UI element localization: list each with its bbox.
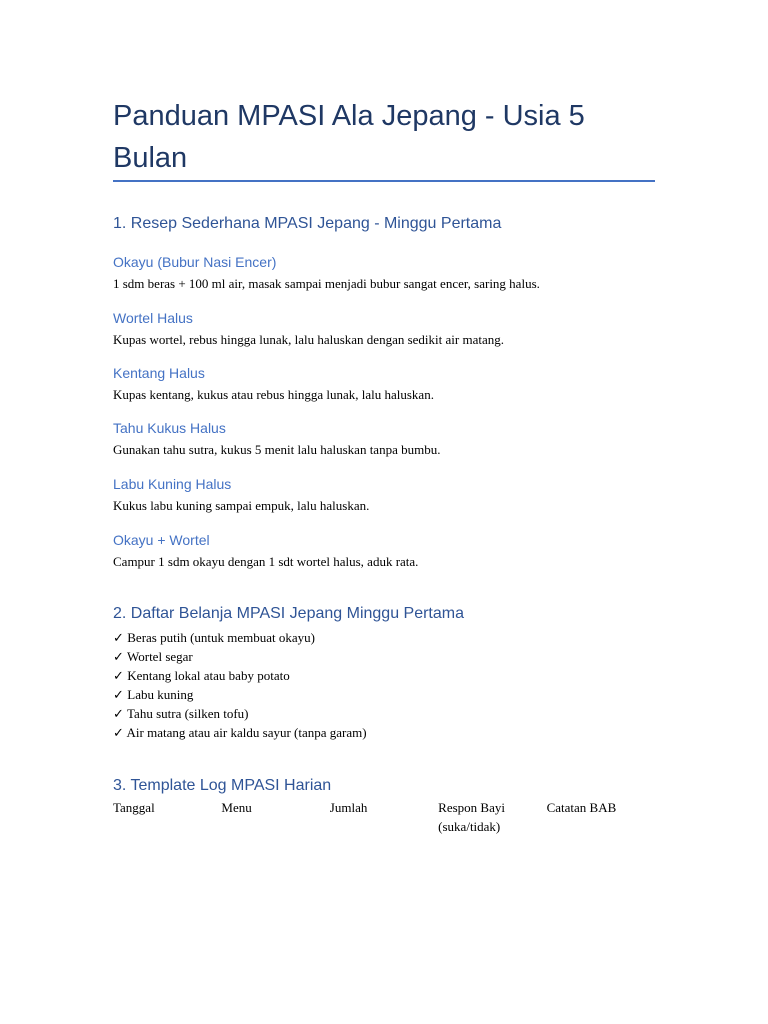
section-heading-log-template: 3. Template Log MPASI Harian bbox=[113, 777, 332, 794]
recipe-text: Kupas wortel, rebus hingga lunak, lalu haluskan dengan sedikit air matang. bbox=[113, 332, 504, 347]
check-mark-icon: ✓ bbox=[113, 706, 124, 721]
list-item-label: Wortel segar bbox=[127, 649, 193, 664]
recipe-text: Gunakan tahu sutra, kukus 5 menit lalu haluskan tanpa bumbu. bbox=[113, 442, 441, 457]
recipe-text: 1 sdm beras + 100 ml air, masak sampai menjadi bubur sangat encer, saring halus. bbox=[113, 276, 540, 291]
check-mark-icon: ✓ bbox=[113, 725, 124, 740]
recipe-name: Okayu (Bubur Nasi Encer) bbox=[113, 254, 277, 270]
section-heading-recipes: 1. Resep Sederhana MPASI Jepang - Minggu Pertama bbox=[113, 215, 502, 232]
list-item bbox=[113, 723, 367, 742]
recipe-name: Kentang Halus bbox=[113, 365, 205, 381]
list-item bbox=[113, 704, 367, 723]
section-heading-shopping-list: 2. Daftar Belanja MPASI Jepang Minggu Pertama bbox=[113, 605, 464, 622]
recipe-name: Wortel Halus bbox=[113, 310, 193, 326]
title-underline bbox=[113, 180, 655, 182]
check-mark-icon: ✓ bbox=[113, 668, 124, 683]
table-header-row bbox=[113, 798, 655, 836]
check-mark-icon: ✓ bbox=[113, 687, 124, 702]
list-item bbox=[113, 647, 367, 666]
list-item-label: Beras putih (untuk membuat okayu) bbox=[127, 630, 315, 645]
list-item-label: Labu kuning bbox=[127, 687, 194, 702]
check-mark-icon: ✓ bbox=[113, 630, 124, 645]
column-header-date: Tanggal bbox=[113, 800, 155, 815]
recipe-name: Labu Kuning Halus bbox=[113, 476, 232, 492]
list-item bbox=[113, 666, 367, 685]
list-item-label: Air matang atau air kaldu sayur (tanpa garam) bbox=[126, 725, 367, 740]
check-mark-icon: ✓ bbox=[113, 649, 124, 664]
list-item bbox=[113, 628, 367, 647]
recipe-text: Kukus labu kuning sampai empuk, lalu haluskan. bbox=[113, 498, 370, 513]
recipe-name: Tahu Kukus Halus bbox=[113, 420, 226, 436]
recipe-name: Okayu + Wortel bbox=[113, 532, 210, 548]
shopping-list bbox=[113, 628, 367, 742]
recipe-text: Kupas kentang, kukus atau rebus hingga lunak, lalu haluskan. bbox=[113, 387, 434, 402]
list-item bbox=[113, 685, 367, 704]
log-template-table bbox=[113, 798, 655, 836]
column-header-amount: Jumlah bbox=[329, 800, 368, 815]
list-item-label: Kentang lokal atau baby potato bbox=[127, 668, 290, 683]
column-header-menu: Menu bbox=[221, 800, 252, 815]
list-item-label: Tahu sutra (silken tofu) bbox=[127, 706, 249, 721]
document-title: Panduan MPASI Ala Jepang - Usia 5 Bulan bbox=[113, 100, 585, 174]
column-header-bowel-notes: Catatan BAB bbox=[546, 800, 617, 815]
recipe-text: Campur 1 sdm okayu dengan 1 sdt wortel halus, aduk rata. bbox=[113, 554, 419, 569]
column-header-baby-response: Respon Bayi (suka/tidak) bbox=[438, 800, 505, 834]
